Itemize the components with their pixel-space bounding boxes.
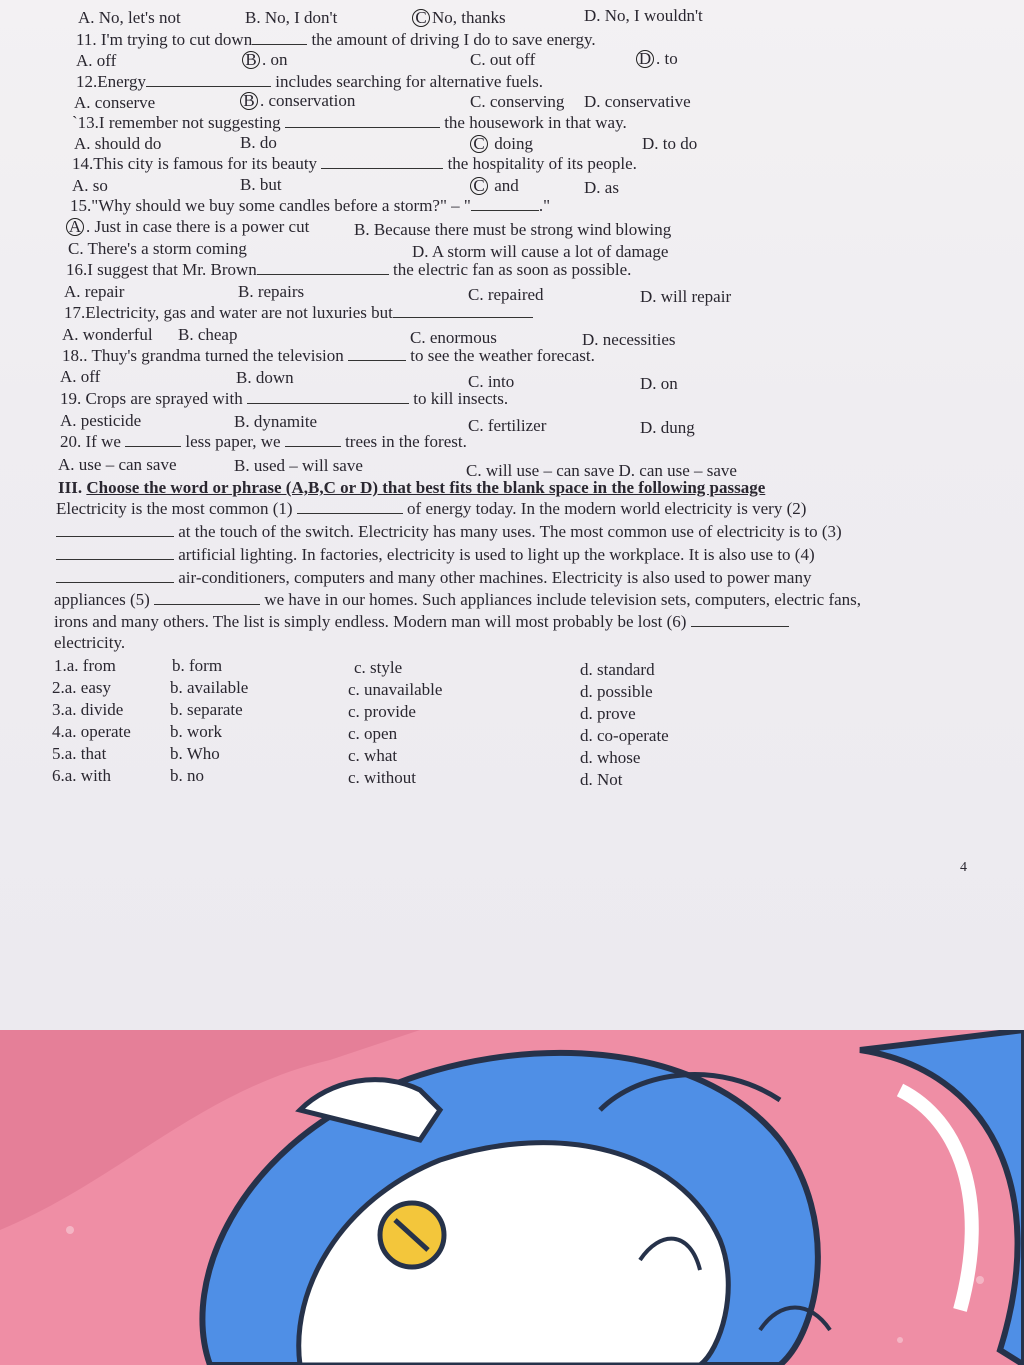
q20-stem-start: 20. If we (60, 432, 121, 451)
q14-stem-start: 14.This city is famous for its beauty (72, 154, 318, 173)
q20-stem (60, 432, 467, 452)
option-row-2-a: 2.a. easy (52, 678, 112, 697)
answer-blank (393, 304, 533, 318)
option-row-6-d: d. Not (580, 770, 623, 789)
q19-option-a: A. pesticide (60, 411, 142, 430)
q18-option-a: A. off (60, 367, 101, 386)
passage-text: we have in our homes. Such appliances include television sets, computers, electric fans, (264, 590, 862, 609)
q20-stem-middle: less paper, we (185, 432, 281, 451)
q15-stem (70, 196, 550, 216)
passage-line-5 (54, 590, 861, 610)
passage-line-7: electricity. (54, 633, 126, 652)
option-row-1-a: 1.a. from (54, 656, 116, 675)
passage-line-1 (56, 499, 806, 519)
answer-blank-6 (691, 613, 789, 627)
q16-option-d: D. will repair (640, 287, 732, 306)
option-row-1-c: c. style (354, 658, 403, 677)
q14-option-d: D. as (584, 178, 619, 197)
option-row-2-c: c. unavailable (348, 680, 443, 699)
answer-blank (321, 155, 443, 169)
q18-stem-end: to see the weather forecast. (410, 346, 595, 365)
q18-stem-start: 18.. Thuy's grandma turned the television (62, 346, 344, 365)
passage-line-6 (54, 612, 789, 632)
q20-stem-end: trees in the forest. (345, 432, 467, 451)
q10-option-c-text: No, thanks (432, 8, 506, 27)
q16-stem-start: 16.I suggest that Mr. Brown (66, 260, 257, 279)
q15-option-c: C. There's a storm coming (68, 239, 247, 258)
passage-text: at the touch of the switch. Electricity has many uses. The most common use of electricity is to (3) (178, 522, 842, 541)
q19-option-c: C. fertilizer (468, 416, 547, 435)
q10-option-d: D. No, I wouldn't (584, 6, 703, 25)
q20-option-a: A. use – can save (58, 455, 177, 474)
q16-option-a: A. repair (64, 282, 125, 301)
q19-option-b: B. dynamite (234, 412, 318, 431)
passage-line-2 (56, 522, 842, 542)
section-title: Choose the word or phrase (A,B,C or D) that best fits the blank space in the following passage (86, 478, 766, 497)
q15-option-b: B. Because there must be strong wind blowing (354, 220, 672, 239)
answer-blank-3 (56, 546, 174, 560)
answer-blank (285, 114, 440, 128)
option-row-4-c: c. open (348, 724, 398, 743)
option-row-6-b: b. no (170, 766, 204, 785)
q16-option-b: B. repairs (238, 282, 305, 301)
q11-option-a: A. off (76, 51, 117, 70)
option-row-3-a: 3.a. divide (52, 700, 124, 719)
answer-blank (247, 390, 409, 404)
q15-stem-start: 15."Why should we buy some candles before a storm?" – " (70, 196, 471, 215)
q13-option-c-text: doing (490, 134, 533, 153)
option-row-1-b: b. form (172, 656, 223, 675)
answer-blank-1 (297, 500, 403, 514)
option-row-5-d: d. whose (580, 748, 641, 767)
option-row-5-a: 5.a. that (52, 744, 107, 763)
q14-option-a: A. so (72, 176, 108, 195)
q11-option-b-text: . on (262, 50, 288, 69)
cloth-background (0, 1030, 1024, 1365)
answer-blank (257, 261, 389, 275)
passage-line-3 (56, 545, 815, 565)
answer-blank (146, 73, 271, 87)
q13-option-c (470, 134, 533, 154)
section-3-heading (58, 478, 765, 498)
q12-stem (76, 72, 543, 92)
passage-text: appliances (5) (54, 590, 150, 609)
q13-stem (72, 113, 627, 133)
page-number: 4 (960, 860, 967, 875)
q18-stem (62, 346, 595, 366)
cartoon-print-illustration (0, 1030, 1024, 1365)
q20-option-cd: C. will use – can save D. can use – save (466, 461, 737, 480)
q14-option-b: B. but (240, 175, 282, 194)
q19-option-d: D. dung (640, 418, 695, 437)
option-row-5-c: c. what (348, 746, 398, 765)
q11-option-b (242, 50, 288, 70)
option-row-2-d: d. possible (580, 682, 653, 701)
answer-circle: C (470, 177, 488, 195)
q13-stem-start: `13.I remember not suggesting (72, 113, 281, 132)
q19-stem (60, 389, 508, 409)
q14-stem-end: the hospitality of its people. (447, 154, 637, 173)
q18-option-d: D. on (640, 374, 678, 393)
q16-stem-end: the electric fan as soon as possible. (393, 260, 632, 279)
option-row-4-b: b. work (170, 722, 222, 741)
q19-stem-start: 19. Crops are sprayed with (60, 389, 243, 408)
q15-option-d: D. A storm will cause a lot of damage (412, 242, 669, 261)
q16-option-c: C. repaired (468, 285, 544, 304)
q11-option-d-text: . to (656, 49, 678, 68)
q18-option-b: B. down (236, 368, 294, 387)
answer-circle: B (240, 92, 258, 110)
option-row-1-d: d. standard (580, 660, 655, 679)
q19-stem-end: to kill insects. (413, 389, 509, 408)
option-row-3-b: b. separate (170, 700, 243, 719)
passage-text: of energy today. In the modern world electricity is very (2) (407, 499, 807, 518)
q20-option-b: B. used – will save (234, 456, 363, 475)
q18-option-c: C. into (468, 372, 515, 391)
answer-circle: C (412, 9, 430, 27)
q15-option-a (66, 217, 309, 237)
answer-circle: A (66, 218, 84, 236)
q12-option-c: C. conserving (470, 92, 565, 111)
q17-stem (64, 303, 533, 323)
q12-option-b (240, 91, 355, 111)
q13-option-b: B. do (240, 133, 277, 152)
q12-stem-start: 12.Energy (76, 72, 147, 91)
q17-stem-text: 17.Electricity, gas and water are not luxuries but (64, 303, 393, 322)
passage-text: irons and many others. The list is simply endless. Modern man will most probably be lost (6) (54, 612, 687, 631)
q12-stem-end: includes searching for alternative fuels. (275, 72, 543, 91)
answer-blank (348, 347, 406, 361)
option-row-6-a: 6.a. with (52, 766, 112, 785)
answer-blank-2 (56, 523, 174, 537)
option-row-5-b: b. Who (170, 744, 220, 763)
q12-option-b-text: . conservation (260, 91, 356, 110)
q14-option-c (470, 176, 519, 196)
q13-option-d: D. to do (642, 134, 698, 153)
answer-blank (471, 197, 539, 211)
q11-stem (76, 30, 596, 50)
q10-option-c (412, 8, 506, 28)
q15-stem-end: ." (538, 196, 551, 215)
option-row-4-d: d. co-operate (580, 726, 669, 745)
answer-circle: D (636, 50, 654, 68)
option-row-2-b: b. available (170, 678, 249, 697)
q17-option-d: D. necessities (582, 330, 676, 349)
q13-option-a: A. should do (74, 134, 162, 153)
answer-blank (252, 31, 307, 45)
passage-line-4 (56, 568, 811, 588)
answer-blank-5 (154, 591, 260, 605)
q17-option-c: C. enormous (410, 328, 497, 347)
section-number: III. (58, 478, 83, 497)
q11-option-d (636, 49, 678, 69)
answer-circle: C (470, 135, 488, 153)
passage-text: artificial lighting. In factories, electricity is used to light up the workplace. It is also use to (4) (178, 545, 815, 564)
q13-stem-end: the housework in that way. (444, 113, 627, 132)
answer-blank-4 (56, 569, 174, 583)
q12-option-a: A. conserve (74, 93, 156, 112)
option-row-4-a: 4.a. operate (52, 722, 131, 741)
q10-option-a: A. No, let's not (78, 8, 181, 27)
q16-stem (66, 260, 631, 280)
q11-stem-end: the amount of driving I do to save energy. (311, 30, 596, 49)
option-row-3-d: d. prove (580, 704, 636, 723)
q14-option-c-text: and (490, 176, 519, 195)
answer-blank (125, 433, 181, 447)
q17-option-a: A. wonderful (62, 325, 153, 344)
passage-text: Electricity is the most common (1) (56, 499, 293, 518)
q11-option-c: C. out off (470, 50, 536, 69)
q10-option-b: B. No, I don't (245, 8, 338, 27)
q12-option-d: D. conservative (584, 92, 691, 111)
q11-stem-start: 11. I'm trying to cut down (76, 30, 253, 49)
option-row-6-c: c. without (348, 768, 416, 787)
passage-text: air-conditioners, computers and many other machines. Electricity is also used to power many (178, 568, 812, 587)
answer-blank (285, 433, 341, 447)
option-row-3-c: c. provide (348, 702, 416, 721)
answer-circle: B (242, 51, 260, 69)
q15-option-a-text: . Just in case there is a power cut (86, 217, 310, 236)
q17-option-b: B. cheap (178, 325, 238, 344)
q14-stem (72, 154, 637, 174)
